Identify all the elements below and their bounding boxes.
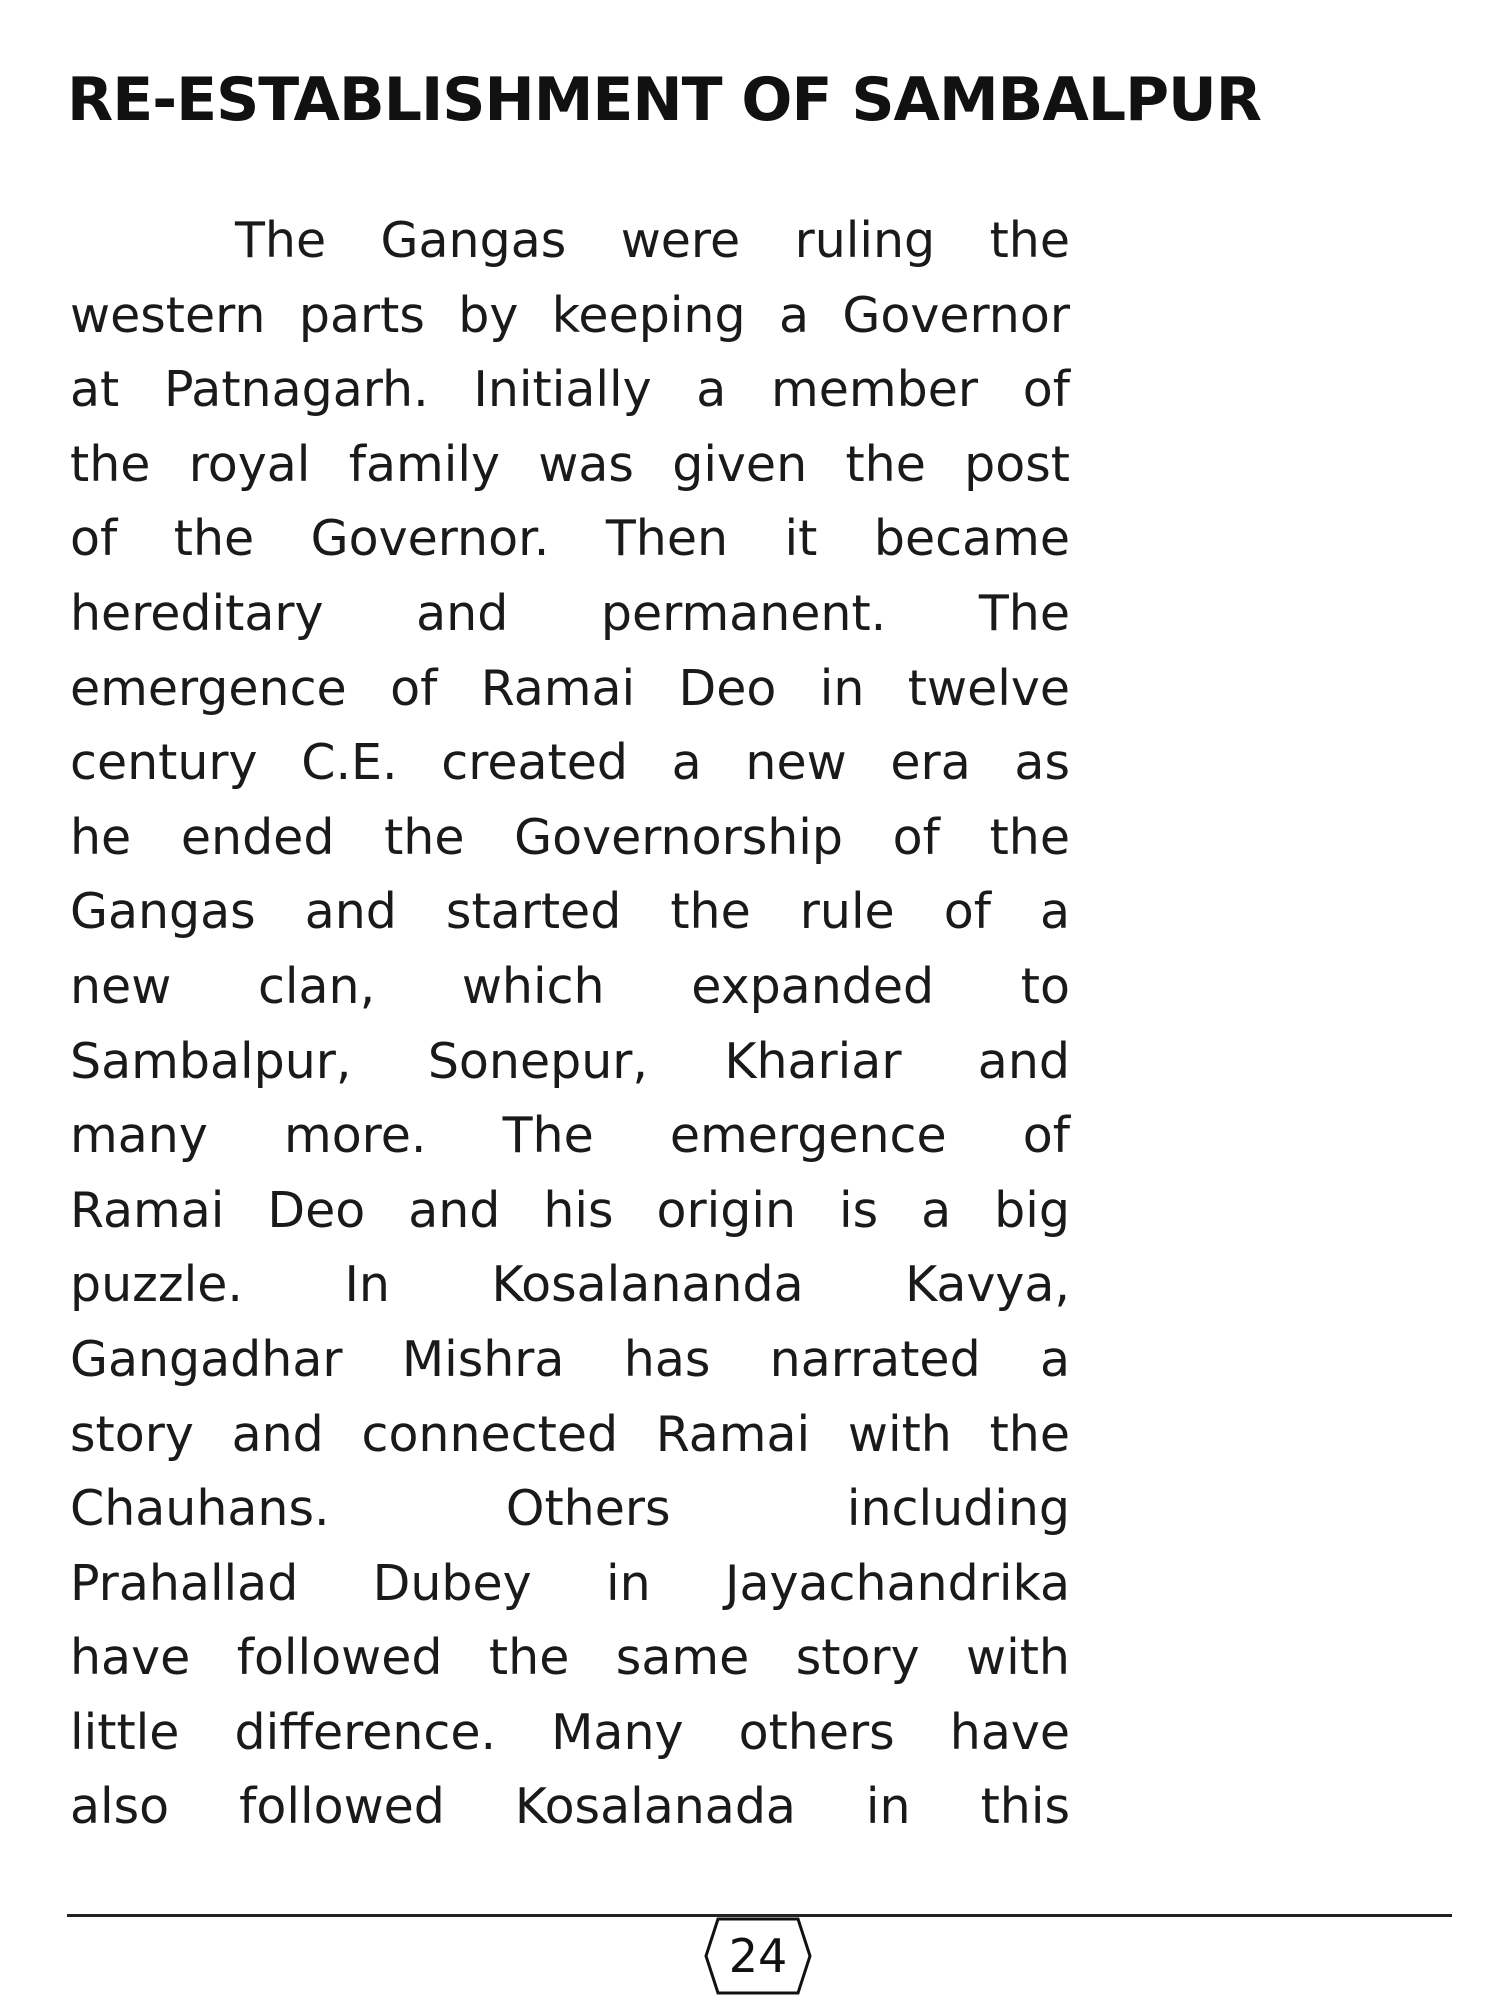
paragraph-line: many more. The emergence of: [70, 1107, 1070, 1165]
paragraph-line: western parts by keeping a Governor: [70, 286, 1070, 344]
page-number: 24: [728, 1929, 788, 1983]
chapter-heading: RE-ESTABLISHMENT OF SAMBALPUR: [67, 65, 1261, 135]
paragraph-line: little difference. Many others have: [70, 1703, 1070, 1761]
paragraph-line: also followed Kosalanada in this: [70, 1778, 1070, 1836]
paragraph-line: Ramai Deo and his origin is a big: [70, 1181, 1070, 1239]
paragraph-line: hereditary and permanent. The: [70, 584, 1070, 642]
paragraph-line: story and connected Ramai with the: [70, 1405, 1070, 1463]
paragraph-line: Prahallad Dubey in Jayachandrika: [70, 1554, 1070, 1612]
paragraph-line: Sambalpur, Sonepur, Khariar and: [70, 1032, 1070, 1090]
body-paragraph: [70, 204, 1070, 1845]
paragraph-line: have followed the same story with: [70, 1629, 1070, 1687]
paragraph-line: Gangadhar Mishra has narrated a: [70, 1330, 1070, 1388]
paragraph-line: the royal family was given the post: [70, 435, 1070, 493]
paragraph-line: century C.E. created a new era as: [70, 734, 1070, 792]
paragraph-line: Gangas and started the rule of a: [70, 883, 1070, 941]
paragraph-line: puzzle. In Kosalananda Kavya,: [70, 1256, 1070, 1314]
paragraph-line: The Gangas were ruling the: [235, 212, 1070, 269]
paragraph-line: emergence of Ramai Deo in twelve: [70, 659, 1070, 717]
page-number-badge: [704, 1916, 812, 1996]
paragraph-line: Chauhans. Others including: [70, 1480, 1070, 1538]
paragraph-line: new clan, which expanded to: [70, 957, 1070, 1015]
paragraph-line: he ended the Governorship of the: [70, 808, 1070, 866]
paragraph-line: of the Governor. Then it became: [70, 510, 1070, 568]
paragraph-line: at Patnagarh. Initially a member of: [70, 361, 1070, 419]
